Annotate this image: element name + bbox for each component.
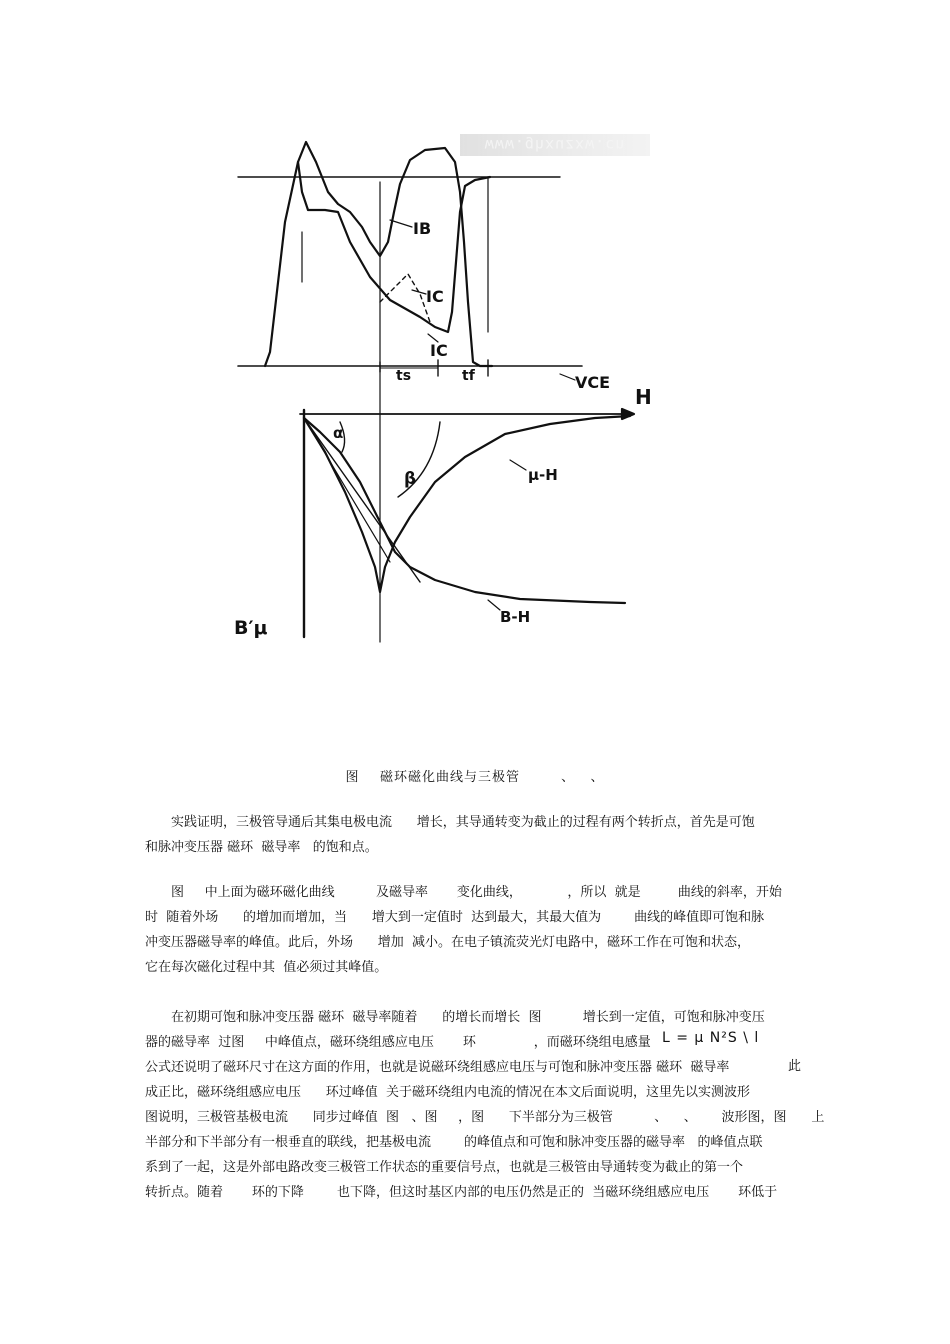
- paragraph-1: [145, 810, 810, 860]
- ib-label: IB: [413, 219, 432, 238]
- ts-label: ts: [396, 368, 412, 384]
- p3-line-3: 公式还说明了磁环尺寸在这方面的作用，也就是说磁环绕组感应电压与可饱和脉冲变压器 磁环 磁导率: [145, 1060, 730, 1075]
- p3-line-7: 系到了一起，这是外部电路改变三极管工作状态的重要信号点，也就是三极管由导通转变为截止的第一个: [145, 1160, 744, 1175]
- p3-line-2: 器的磁导率 过图 中峰值点，磁环绕组感应电压 环 ，而磁环绕组电感量: [145, 1035, 651, 1050]
- alpha-label: α: [333, 424, 344, 442]
- b-h-label: B-H: [500, 608, 531, 626]
- p3-line-1: 在初期可饱和脉冲变压器 磁环 磁导率随着 的增长而增长 图 增长到一定值，可饱和脉冲变压: [171, 1010, 765, 1025]
- tangent-line-1: [304, 418, 420, 582]
- ic-lower-label: IC: [430, 341, 448, 360]
- p2-line-4: 它在每次磁化过程中其 值必须过其峰值。: [145, 960, 388, 975]
- formula-suffix: 此: [788, 1059, 802, 1074]
- magnetization-figure: [230, 122, 660, 652]
- figure-caption: 图 磁环磁化曲线与三极管 、 、: [345, 770, 605, 785]
- ic-upper-label: IC: [426, 287, 444, 306]
- p3-line-5: 图说明，三极管基极电流 同步过峰值 图 、图 ，图 下半部分为三极管 、 、 波形图，图 上: [145, 1110, 825, 1125]
- tangent-line-2: [304, 418, 390, 562]
- beta-label: β: [404, 469, 417, 489]
- p3-line-6: 半部分和下半部分有一根垂直的联线，把基极电流 的峰值点和可饱和脉冲变压器的磁导率 的峰值点联: [145, 1135, 763, 1150]
- y-axis-label: B′μ: [234, 617, 268, 639]
- p1-line-1: 实践证明，三极管导通后其集电极电流 增长，其导通转变为截止的过程有两个转折点，首先是可饱: [171, 815, 755, 830]
- p2-line-2: 时 随着外场 的增加而增加，当 增大到一定值时 达到最大，其最大值为 曲线的峰值即可饱和脉: [145, 910, 765, 925]
- p1-line-2: 和脉冲变压器 磁环 磁导率 的饱和点。: [145, 840, 378, 855]
- mu-h-curve: [304, 416, 630, 592]
- vce-label: VCE: [575, 373, 611, 392]
- h-axis-arrow: [622, 409, 634, 419]
- h-axis-label: H: [635, 385, 652, 409]
- watermark: www.ghxuzxw.cn: [460, 134, 650, 156]
- p3-line-8: 转折点。随着 环的下降 也下降，但这时基区内部的电压仍然是正的 当磁环绕组感应电压 环低于: [145, 1185, 778, 1200]
- paragraph-2: [145, 880, 810, 980]
- figure-drawing: [230, 122, 660, 652]
- mu-h-label: μ-H: [528, 466, 558, 484]
- tf-label: tf: [462, 368, 475, 384]
- p2-line-1: 图 中上面为磁环磁化曲线 及磁导率 变化曲线， ，所以 就是 曲线的斜率，开始: [171, 885, 782, 900]
- p3-line-4: 成正比，磁环绕组感应电压 环过峰值 关于磁环绕组内电流的情况在本文后面说明，这里先以实测波形: [145, 1085, 751, 1100]
- p2-line-3: 冲变压器磁导率的峰值。此后，外场 增加 减小。在电子镇流荧光灯电路中，磁环工作在可饱和状态，: [145, 935, 751, 950]
- inductance-formula: L = μ N²S \ l: [662, 1030, 760, 1046]
